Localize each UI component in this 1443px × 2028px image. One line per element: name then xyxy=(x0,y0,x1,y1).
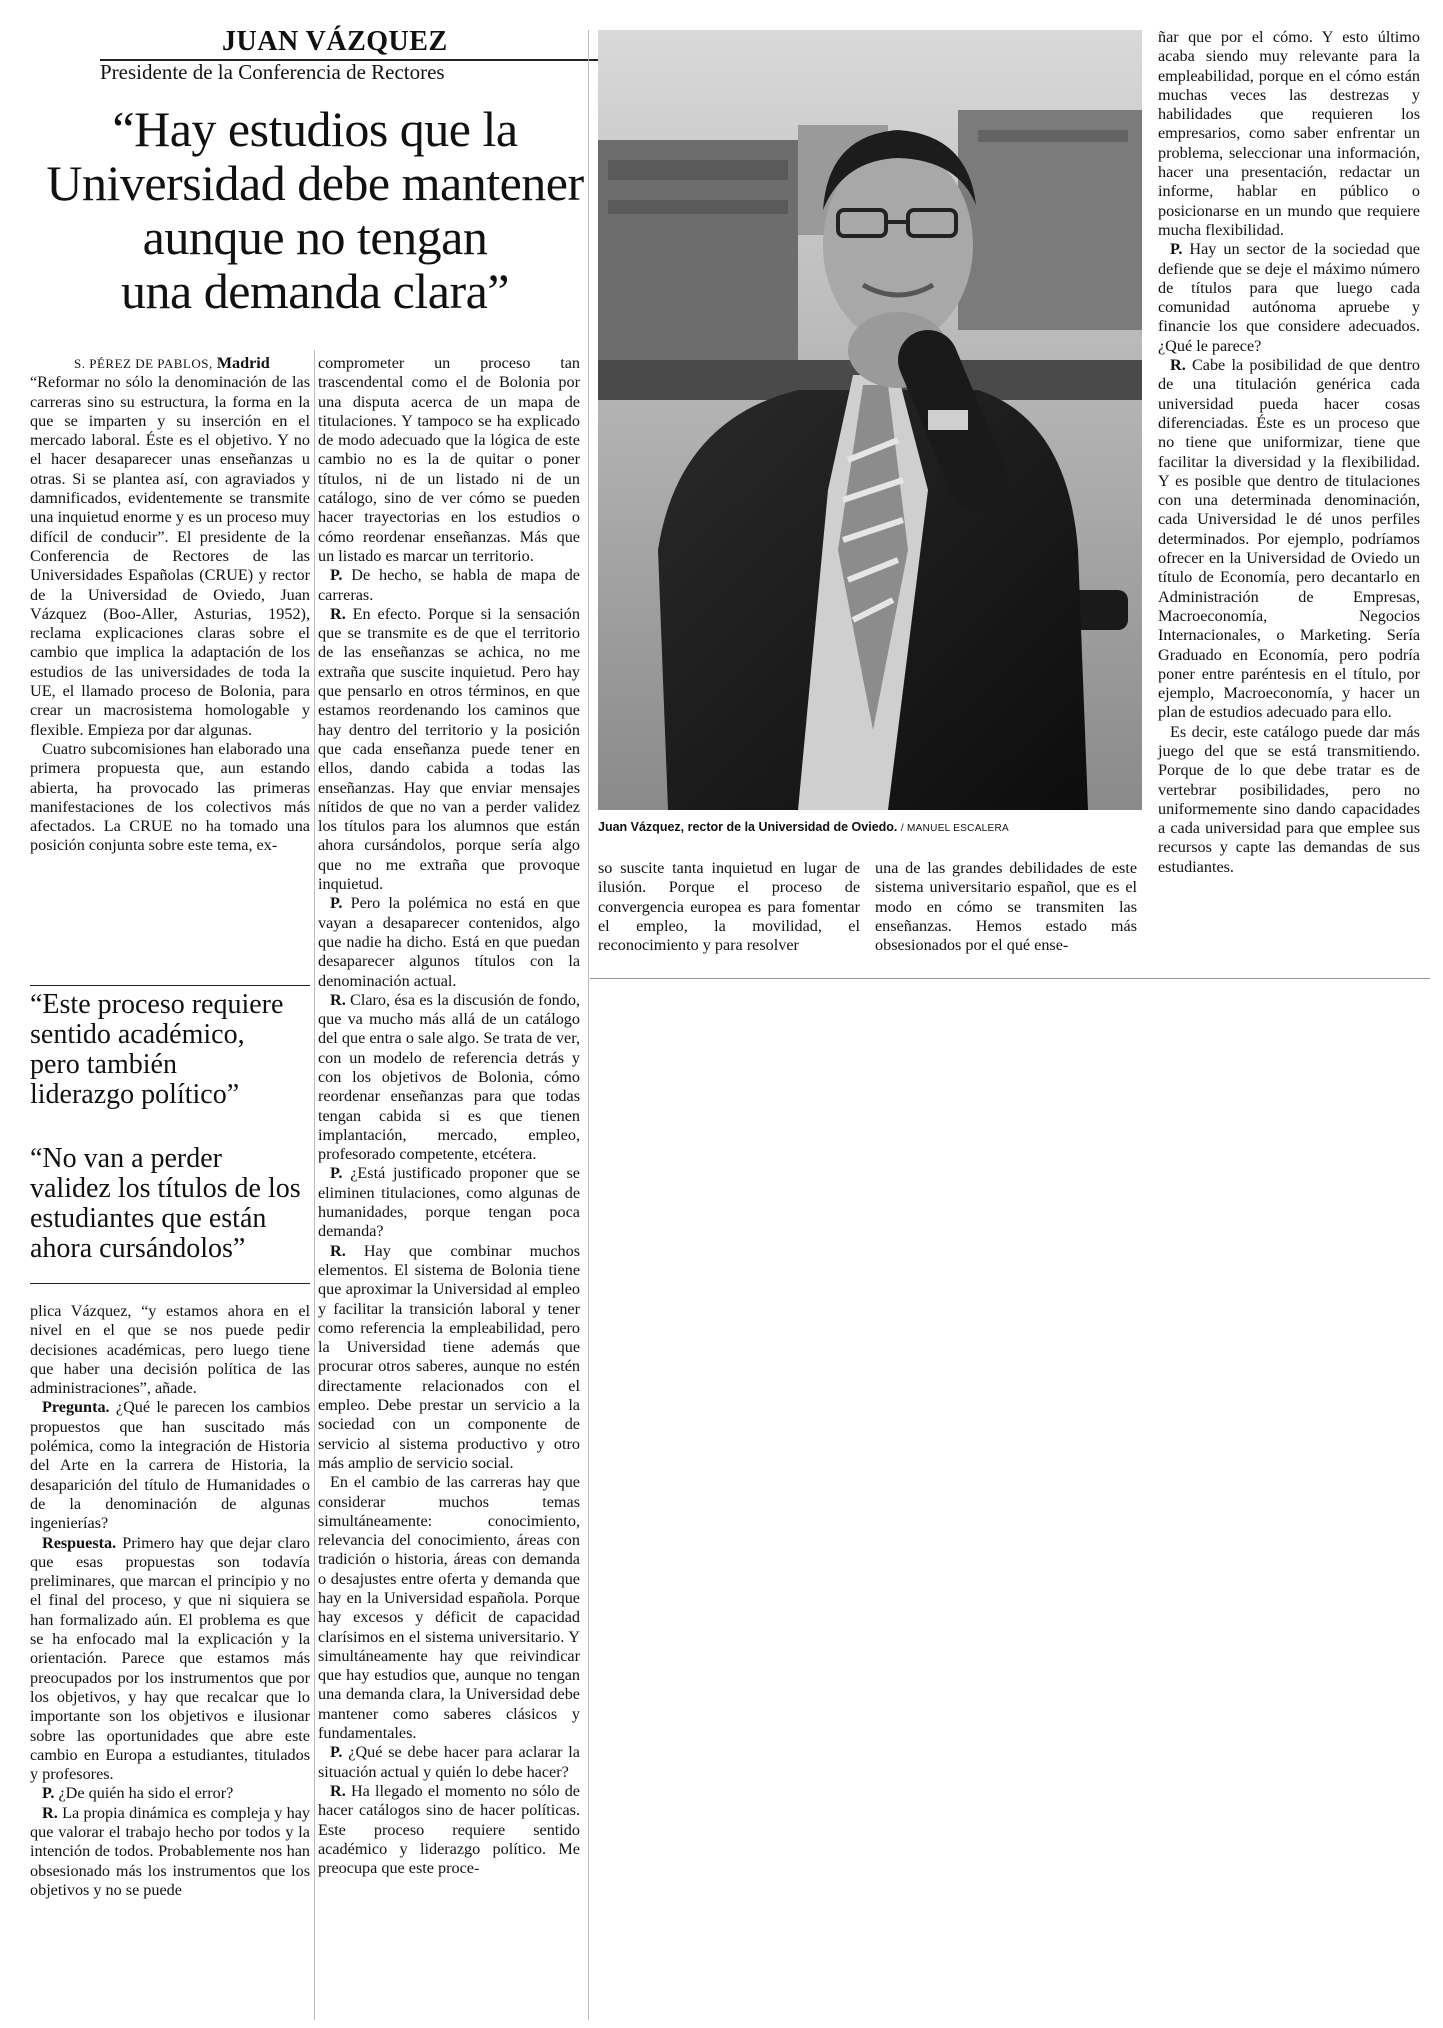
question-text: ¿Qué se debe hacer para aclarar la situación actual y quién lo debe hacer? xyxy=(318,1743,580,1781)
article-signature-line xyxy=(30,354,310,373)
answer-text: Claro, ésa es la discusión de fondo, que va mucho más allá de un catálogo del que entra o sale algo. Se trata de ver, con un modelo de referencia detrás y con los objetivos de Bolonia, cómo reordenar enseñanzas para que todas tengan cabida si es que tienen implantación, mercado, empleo, profesorado competente, etcétera. xyxy=(318,990,580,1164)
article-column-2 xyxy=(318,354,580,1878)
article-paragraph xyxy=(318,1743,580,1782)
headline xyxy=(20,102,610,318)
column-separator xyxy=(314,350,315,2020)
answer-lead: R. xyxy=(1170,356,1186,375)
answer-lead: R. xyxy=(330,1781,346,1800)
question-lead: P. xyxy=(42,1784,55,1803)
article-column-5 xyxy=(1158,28,1420,877)
answer-text: Primero hay que dejar claro que esas propuestas son todavía preliminares, que marcan el principio y no el final del proceso, y que ni siquiera se han formalizado aún. El problema es que se ha enfocado mal la explicación y la orientación. Parece que estamos más preocupados por los instrumentos que por los objetivos, y hay que recalcar que lo importante son los objetivos e ilusionar sobre las oportunidades que abre este cambio en Europa a estudiantes, titulados y profesores. xyxy=(30,1533,310,1784)
question-lead: P. xyxy=(330,1743,343,1762)
answer-lead: R. xyxy=(330,990,346,1009)
question-lead: Pregunta. xyxy=(42,1398,110,1417)
article-end-rule xyxy=(590,978,1430,979)
question-text: ¿Qué le parecen los cambios propuestos que han suscitado más polémica, como la integración de Historia del Arte en la carrera de Historia, la desaparición del título de Humanidades o de la denominación de algunas ingenierías? xyxy=(30,1398,310,1533)
question-lead: P. xyxy=(1170,240,1183,259)
article-paragraph xyxy=(318,1782,580,1878)
headline-line: una demanda clara” xyxy=(121,263,509,319)
article-column-1 xyxy=(30,354,310,856)
pullquote-line: “No van a perder xyxy=(30,1143,223,1174)
article-paragraph xyxy=(318,1242,580,1474)
byline-author: JUAN VÁZQUEZ xyxy=(222,26,448,57)
portrait-illustration xyxy=(598,30,1142,810)
pullquote-rule-bottom xyxy=(30,1283,310,1284)
article-paragraph xyxy=(30,1804,310,1900)
article-city: Madrid xyxy=(216,354,270,372)
article-column-3 xyxy=(598,859,860,955)
article-column-4 xyxy=(875,859,1137,955)
question-text: De hecho, se habla de mapa de carreras. xyxy=(318,566,580,604)
headline-line: aunque no tengan xyxy=(142,209,488,265)
article-paragraph xyxy=(1158,356,1420,723)
pullquote-line: sentido académico, xyxy=(30,1019,245,1050)
question-text: Hay un sector de la sociedad que defiende que se deje el máximo número de títulos para que luego cada comunidad autónoma apruebe y financie los que considere adecuados. ¿Qué le parece? xyxy=(1158,240,1420,355)
article-paragraph: ñar que por el cómo. Y esto último acaba siendo muy relevante para la empleabilidad, porque en el cómo están muchas veces las destrezas y habilidades que requieren los empresarios, como saber enfrentar un problema, seleccionar una información, hacer una presentación, redactar un informe, hablar en público o posicionarse en un mundo que requiere mucha flexibilidad. xyxy=(1158,28,1420,239)
article-paragraph xyxy=(30,1784,310,1803)
question-lead: P. xyxy=(330,1164,343,1183)
article-column-1-continued xyxy=(30,1302,310,1900)
portrait-photo xyxy=(598,30,1142,810)
pullquote-line: liderazgo político” xyxy=(30,1079,240,1110)
headline-line: Universidad debe mantener xyxy=(46,155,584,211)
photo-credit: / MANUEL ESCALERA xyxy=(900,823,1009,834)
photo-caption-text: Juan Vázquez, rector de la Universidad de Oviedo. xyxy=(598,820,898,834)
article-paragraph xyxy=(318,894,580,990)
byline-role: Presidente de la Conferencia de Rectores xyxy=(100,60,445,84)
article-paragraph: Es decir, este catálogo puede dar más juego del que se está transmitiendo. Porque de lo que debe tratar es de vertebrar posibilidades, pero no uniformemente sino dando capacidades a cada universidad para que emplee sus recursos y capte las demandas de sus estudiantes. xyxy=(1158,722,1420,876)
pullquote-line: validez los títulos de los xyxy=(30,1173,301,1204)
answer-lead: R. xyxy=(330,1241,346,1260)
article-paragraph xyxy=(30,1534,310,1785)
article-paragraph xyxy=(318,1164,580,1241)
headline-line: “Hay estudios que la xyxy=(112,101,518,157)
question-text: Pero la polémica no está en que vayan a desaparecer contenidos, algo que nadie ha dicho. Está en que puedan desaparecer algunos títulos con la denominación actual. xyxy=(318,894,580,990)
answer-lead: Respuesta. xyxy=(42,1533,117,1552)
article-signature: S. PÉREZ DE PABLOS, xyxy=(74,356,213,371)
article-paragraph xyxy=(30,1398,310,1533)
pullquote-line: “Este proceso requiere xyxy=(30,989,284,1020)
article-paragraph xyxy=(1158,240,1420,356)
article-paragraph: Cuatro subcomisiones han elaborado una primera propuesta que, aun estando abierta, ha provocado las primeras manifestaciones de los colectivos más afectados. La CRUE no ha tomado una posición conjunta sobre este tema, ex- xyxy=(30,739,310,855)
pullquote-line: estudiantes que están xyxy=(30,1203,267,1234)
article-paragraph xyxy=(318,566,580,605)
article-paragraph: plica Vázquez, “y estamos ahora en el nivel en el que se nos puede pedir decisiones académicas, pero luego tiene que haber una decisión política de las administraciones”, añade. xyxy=(30,1302,310,1398)
column-separator xyxy=(588,30,589,2020)
question-lead: P. xyxy=(330,566,343,585)
article-paragraph: so suscite tanta inquietud en lugar de ilusión. Porque el proceso de convergencia europea es para fomentar el empleo, la movilidad, el reconocimiento y para resolver xyxy=(598,859,860,955)
article-paragraph xyxy=(318,605,580,894)
answer-text: Hay que combinar muchos elementos. El sistema de Bolonia tiene que aproximar la Universidad al empleo y facilitar la transición laboral y tener como referencia la empleabilidad, pero la Universidad tiene además que procurar otros saberes, aunque no estén directamente relacionados con el empleo. Debe prestar un servicio a la sociedad con un componente de servicio al sistema productivo y otro más amplio de servicio social. xyxy=(318,1241,580,1472)
article-paragraph xyxy=(318,991,580,1165)
answer-text: Ha llegado el momento no sólo de hacer catálogos sino de hacer políticas. Este proceso requiere sentido académico y liderazgo político. Me preocupa que este proce- xyxy=(318,1781,580,1878)
answer-lead: R. xyxy=(42,1803,58,1822)
pullquote-line: ahora cursándolos” xyxy=(30,1233,246,1264)
pullquote-2 xyxy=(30,1144,320,1264)
answer-lead: R. xyxy=(330,604,346,623)
answer-text: Cabe la posibilidad de que dentro de una titulación genérica cada universidad pueda hacer cosas diferenciadas. Éste es un proceso que no tiene que uniformizar, tiene que facilitar la diversidad y la flexibilidad. Y es posible que dentro de titulaciones con una determinada denominación, cada Universidad le dé unos perfiles determinados. Por ejemplo, podríamos ofrecer en la Universidad de Oviedo un título de Economía, pero decantarlo en Administración de Empresas, Macroeconomía, Negocios Internacionales, o Marketing. Sería Graduado en Economía, pero podría poner entre paréntesis en el título, por ejemplo, Macroeconomía, y hacer un plan de estudios adecuado para ello. xyxy=(1158,356,1420,722)
question-lead: P. xyxy=(330,894,343,913)
answer-text: En efecto. Porque si la sensación que se transmite es de que el territorio de las enseñanzas se achica, no me extraña que suscite inquietud. Pero hay que pensarlo en otros términos, en que estamos reordenando los caminos que hay dentro del territorio y la posición que cada enseñanza puede tener en ellos, dando cabida a todas las enseñanzas. Hay que enviar mensajes nítidos de que no van a perder validez los títulos para los alumnos que están ahora cursándolos, porque sería algo que no me extraña que provoque inquietud. xyxy=(318,604,580,894)
article-paragraph: “Reformar no sólo la denominación de las carreras sino su estructura, la forma en la que se imparten y su inserción en el mercado laboral. Éste es el objetivo. Y no el hacer desaparecer unas enseñanzas u otras. Si se plantea así, con agraviados y damnificados, evidentemente se transmite una inquietud enorme y es un proceso muy difícil de conducir”. El presidente de la Conferencia de Rectores de las Universidades Españolas (CRUE) y rector de la Universidad de Oviedo, Juan Vázquez (Boo-Aller, Asturias, 1952), reclama explicaciones claras sobre el cambio que implica la adaptación de los estudios de las universidades de toda la UE, el llamado proceso de Bolonia, para crear un macrosistema homologable y flexible. Empieza por dar algunas. xyxy=(30,373,310,739)
photo-caption xyxy=(598,820,1142,834)
article-paragraph: comprometer un proceso tan trascendental como el de Bolonia por una disputa acerca de un mapa de titulaciones. Y tampoco se ha explicado de modo adecuado que la lógica de este cambio no es la de quitar o poner títulos, ni de un listado ni de un catálogo, sino de ver cómo se pueden hacer trayectorias en los estudios o cómo reordenar enseñanzas. Más que un listado es marcar un territorio. xyxy=(318,354,580,565)
question-text: ¿Está justificado proponer que se eliminen titulaciones, como algunas de humanidades, porque tengan poca demanda? xyxy=(318,1164,580,1241)
pullquote-line: pero también xyxy=(30,1049,177,1080)
question-text: ¿De quién ha sido el error? xyxy=(54,1784,234,1803)
pullquote-rule-top xyxy=(30,985,310,986)
article-paragraph: una de las grandes debilidades de este sistema universitario español, que es el modo en cómo se transmiten las enseñanzas. Hemos estado más obsesionados por el qué ense- xyxy=(875,859,1137,955)
answer-text: La propia dinámica es compleja y hay que valorar el trabajo hecho por todos y la intención de todos. Probablemente nos han obsesionado más los instrumentos que los objetivos y no se puede xyxy=(30,1803,310,1899)
article-paragraph: En el cambio de las carreras hay que considerar muchos temas simultáneamente: conocimiento, relevancia del conocimiento, áreas con tradición o historia, áreas con demanda o desajustes entre oferta y demanda que hay en la Universidad española. Porque hay excesos y déficit de capacidad clarísimos en el sistema universitario. Y simultáneamente hay que reivindicar que hay estudios que, aunque no tengan una demanda clara, la Universidad debe mantener como saberes clásicos y fundamentales. xyxy=(318,1473,580,1743)
pullquote-1 xyxy=(30,990,310,1110)
